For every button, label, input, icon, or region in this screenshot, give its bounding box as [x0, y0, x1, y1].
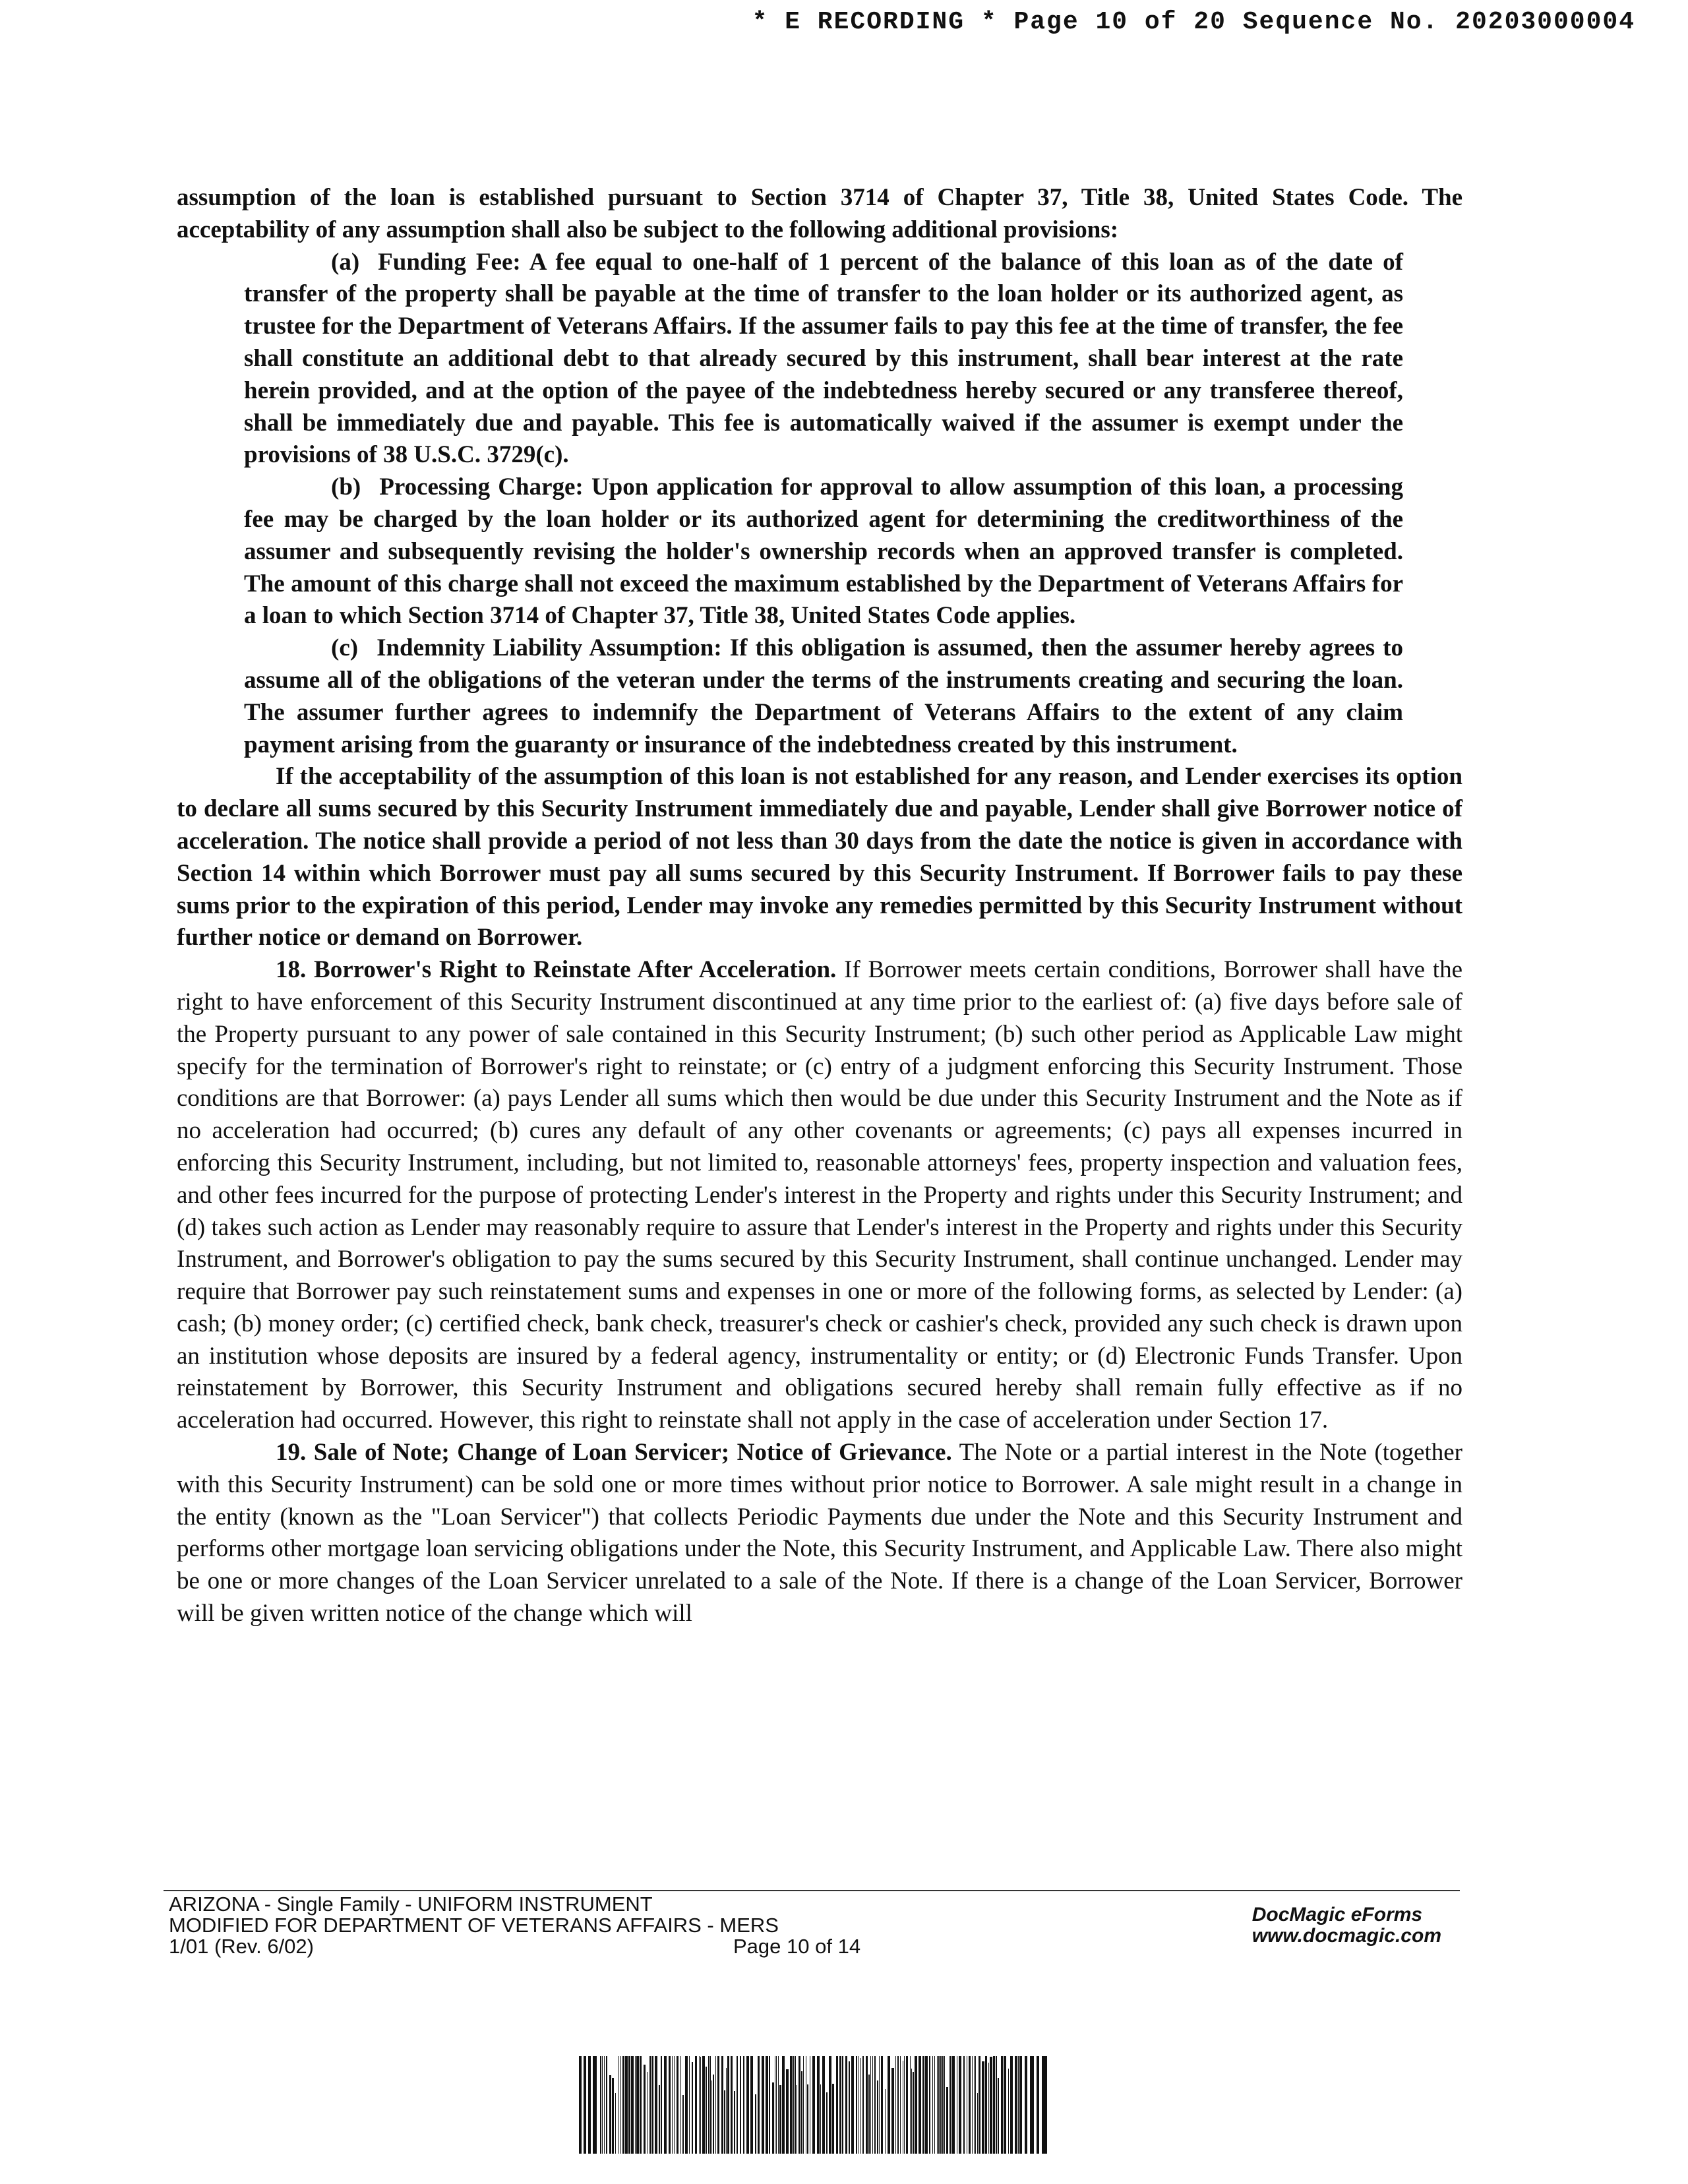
barcode-image — [579, 2056, 1050, 2154]
provision-c-label: (c) — [331, 634, 359, 662]
footer-line-2: MODIFIED FOR DEPARTMENT OF VETERANS AFFAIRS - MERS — [169, 1914, 779, 1937]
provision-c-text: Indemnity Liability Assumption: If this obligation is assumed, then the assumer hereby agrees to assume all of the obligations of the veteran under the terms of the instruments creating and securing the loan. The assumer further agrees to indemnify the Department of Veterans Affairs to the extent of any claim payment arising from the guaranty or insurance of the indebtedness created by this instrument. — [244, 634, 1403, 758]
brand-name: DocMagic — [1251, 1904, 1346, 1926]
section-18 — [177, 954, 1462, 1437]
footer-form-info — [169, 1894, 779, 1957]
section-19 — [177, 1437, 1462, 1630]
section-19-text: The Note or a partial interest in the Note (together with this Security Instrument) can be sold one or more times without prior notice to Borrower. A sale might result in a change in the entity (known as the "Loan Servicer") that collects Periodic Payments due under the Note and this Security Instrument and performs other mortgage loan servicing obligations under the Note, this Security Instrument, and Applicable Law. There also might be one or more changes of the Loan Servicer unrelated to a sale of the Note. If there is a change of the Loan Servicer, Borrower will be given written notice of the change which will — [177, 1439, 1462, 1627]
section-19-heading: 19. Sale of Note; Change of Loan Servicer; Notice of Grievance. — [276, 1439, 952, 1467]
provision-a-text: Funding Fee: A fee equal to one-half of 1 percent of the balance of this loan as of the date of transfer of the property shall be payable at the time of transfer to the loan holder or its authorized agent, as trustee for the Department of Veterans Affairs. If the assumer fails to pay this fee at the time of transfer, the fee shall constitute an additional debt to that already secured by this instrument, shall bear interest at the rate herein provided, and at the option of the payee of the indebtedness hereby secured or any transferee thereof, shall be immediately due and payable. This fee is automatically waived if the assumer is exempt under the provisions of 38 U.S.C. 3729(c). — [244, 248, 1403, 469]
provision-b-text: Processing Charge: Upon application for approval to allow assumption of this loan, a processing fee may be charged by the loan holder or its authorized agent for determining the creditworthiness of the assumer and subsequently revising the holder's ownership records when an approved transfer is completed. The amount of this charge shall not exceed the maximum established by the Department of Veterans Affairs for a loan to which Section 3714 of Chapter 37, Title 38, United States Code applies. — [244, 473, 1403, 630]
brand-eforms: eForms — [1350, 1904, 1423, 1926]
footer-line-3: 1/01 (Rev. 6/02) — [169, 1935, 314, 1958]
paragraph-assumption: assumption of the loan is established pursuant to Section 3714 of Chapter 37, Title 38, United States Code. The acceptability of any assumption shall also be subject to the following additional provisions: — [177, 184, 1462, 243]
provision-a-label: (a) — [331, 248, 360, 276]
document-footer — [164, 1890, 1460, 1958]
docmagic-logo — [1252, 1904, 1441, 1947]
footer-page-number: Page 10 of 14 — [733, 1935, 861, 1958]
paragraph-acceleration: If the acceptability of the assumption of this loan is not established for any reason, and Lender exercises its option to declare all sums secured by this Security Instrument immediately due and payable, Lender shall give Borrower notice of acceleration. The notice shall provide a period of not less than 30 days from the date the notice is given in accordance with Section 14 within which Borrower must pay all sums secured by this Security Instrument. If Borrower fails to pay these sums prior to the expiration of this period, Lender may invoke any remedies permitted by this Security Instrument without further notice or demand on Borrower. — [177, 763, 1462, 952]
section-18-text: If Borrower meets certain conditions, Borrower shall have the right to have enforcement of this Security Instrument discontinued at any time prior to the earliest of: (a) five days before sale of the Property pursuant to any power of sale contained in this Security Instrument; (b) such other period as Applicable Law might specify for the termination of Borrower's right to reinstate; or (c) entry of a judgment enforcing this Security Instrument. Those conditions are that Borrower: (a) pays Lender all sums which then would be due under this Security Instrument and the Note as if no acceleration had occurred; (b) cures any default of any other covenants or agreements; (c) pays all expenses incurred in enforcing this Security Instrument, including, but not limited to, reasonable attorneys' fees, property inspection and valuation fees, and other fees incurred for the purpose of protecting Lender's interest in the Property and rights under this Security Instrument; and (d) takes such action as Lender may reasonably require to assure that Lender's interest in the Property and rights under this Security Instrument, and Borrower's obligation to pay the sums secured by this Security Instrument, shall continue unchanged. Lender may require that Borrower pay such reinstatement sums and expenses in one or more of the following forms, as selected by Lender: (a) cash; (b) money order; (c) certified check, bank check, treasurer's check or cashier's check, provided any such check is drawn upon an institution whose deposits are insured by a federal agency, instrumentality or entity; or (d) Electronic Funds Transfer. Upon reinstatement by Borrower, this Security Instrument and obligations secured hereby shall remain fully effective as if no acceleration had occurred. However, this right to reinstate shall not apply in the case of acceleration under Section 17. — [177, 956, 1462, 1434]
provision-b — [177, 471, 1462, 632]
recording-header: * E RECORDING * Page 10 of 20 Sequence No. 20203000004 — [752, 8, 1635, 36]
section-18-heading: 18. Borrower's Right to Reinstate After Acceleration. — [276, 956, 837, 984]
footer-line-1: ARIZONA - Single Family - UNIFORM INSTRUMENT — [169, 1893, 653, 1916]
document-body — [177, 182, 1462, 1630]
provision-a — [177, 247, 1462, 472]
provision-c — [177, 632, 1462, 761]
brand-website: www.docmagic.com — [1251, 1925, 1441, 1947]
provision-b-label: (b) — [331, 473, 361, 501]
